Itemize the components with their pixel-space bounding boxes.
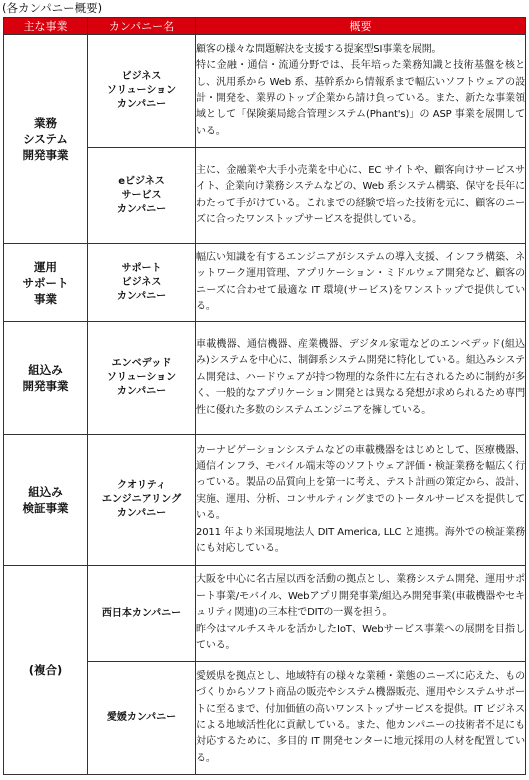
table-row [4,244,526,322]
company-description: 愛媛県を拠点とし、地域特有の様々な業種・業態のニーズに応えた、ものづくりからソフト商品の販売やシステム機器販売、運用やシステムサポートに至るまで、付加価値の高いワンストップサービスを提供。IT ビジネスによる地域活性化に貢献している。また、他カンパニーの技術者不足にも対応するために、多目的 IT 開発センターに地元採用の人材を配置している。 [196,662,526,775]
business-name: 組込み 検証事業 [4,435,88,566]
table-row [4,35,526,148]
table-row [4,435,526,566]
company-overview-table [3,17,526,775]
header-company: カンパニー名 [88,18,196,35]
business-name: (複合) [4,566,88,775]
company-name: 愛媛カンパニー [88,662,196,775]
header-row [4,18,526,35]
business-name: 組込み 開発事業 [4,322,88,435]
header-business: 主な事業 [4,18,88,35]
company-description: カーナビゲーションシステムなどの車載機器をはじめとして、医療機器、通信インフラ、モバイル端末等のソフトウェア評価・検証業務を幅広く行っている。製品の品質向上を第一に考え、テスト計画の策定から、設計、実施、運用、分析、コンサルティングまでのトータルサービスを提供している。 2011 年より米国現地法人 DIT America, LLC と連携。海外での検証業務にも対応している。 [196,435,526,566]
business-name: 運用 サポート 事業 [4,244,88,322]
company-description: 主に、金融業や大手小売業を中心に、EC サイトや、顧客向けサービスサイト、企業向け業務システムなどの、Web 系システム構築、保守を長年にわたって手がけている。これまでの経験で培った技術を元に、顧客のニーズに合ったワンストップサービスを提供している。 [196,148,526,244]
company-name: ビジネス ソリューション カンパニー [88,35,196,148]
company-name: 西日本カンパニー [88,566,196,662]
company-name: サポート ビジネス カンパニー [88,244,196,322]
company-name: eビジネス サービス カンパニー [88,148,196,244]
company-name: エンベデッド ソリューション カンパニー [88,322,196,435]
company-description: 顧客の様々な問題解決を支援する提案型SI事業を展開。 特に金融・通信・流通分野では、長年培った業務知識と技術基盤を核とし、汎用系から Web 系、基幹系から情報系まで幅広いソフトウェアの設計・開発を、業界のトップ企業から請け負っている。また、新たな事業領域として「保険薬局総合管理システム(Phant's)」の ASP 事業を展開している。 [196,35,526,148]
company-description: 大阪を中心に名古屋以西を活動の拠点とし、業務システム開発、運用サポート事業/モバイル、Webアプリ開発事業/組込み開発事業(車載機器やセキュリティ関連)の三本柱でDITの一翼を担う。 昨今はマルチスキルを活かしたIoT、Webサービス事業への展開を目指している。 [196,566,526,662]
table-caption: (各カンパニー概要) [2,1,103,15]
header-overview: 概要 [196,18,526,35]
table-row [4,566,526,662]
company-description: 幅広い知識を有するエンジニアがシステムの導入支援、インフラ構築、ネットワーク運用管理、アプリケーション・ミドルウェア開発など、顧客のニーズに合わせて最適な IT 環境(サービス)をワンストップで提供している。 [196,244,526,322]
company-name: クオリティ エンジニアリング カンパニー [88,435,196,566]
business-name: 業務 システム 開発事業 [4,35,88,244]
table-row [4,322,526,435]
company-description: 車載機器、通信機器、産業機器、デジタル家電などのエンベデッド(組込み)システムを中心に、制御系システム開発に特化している。組込みシステム開発は、ハードウェアが持つ物理的な条件に左右されるために制約が多く、一般的なアプリケーション開発とは異なる発想が求められるため専門性に優れた多数のシステムエンジニアを擁している。 [196,322,526,435]
